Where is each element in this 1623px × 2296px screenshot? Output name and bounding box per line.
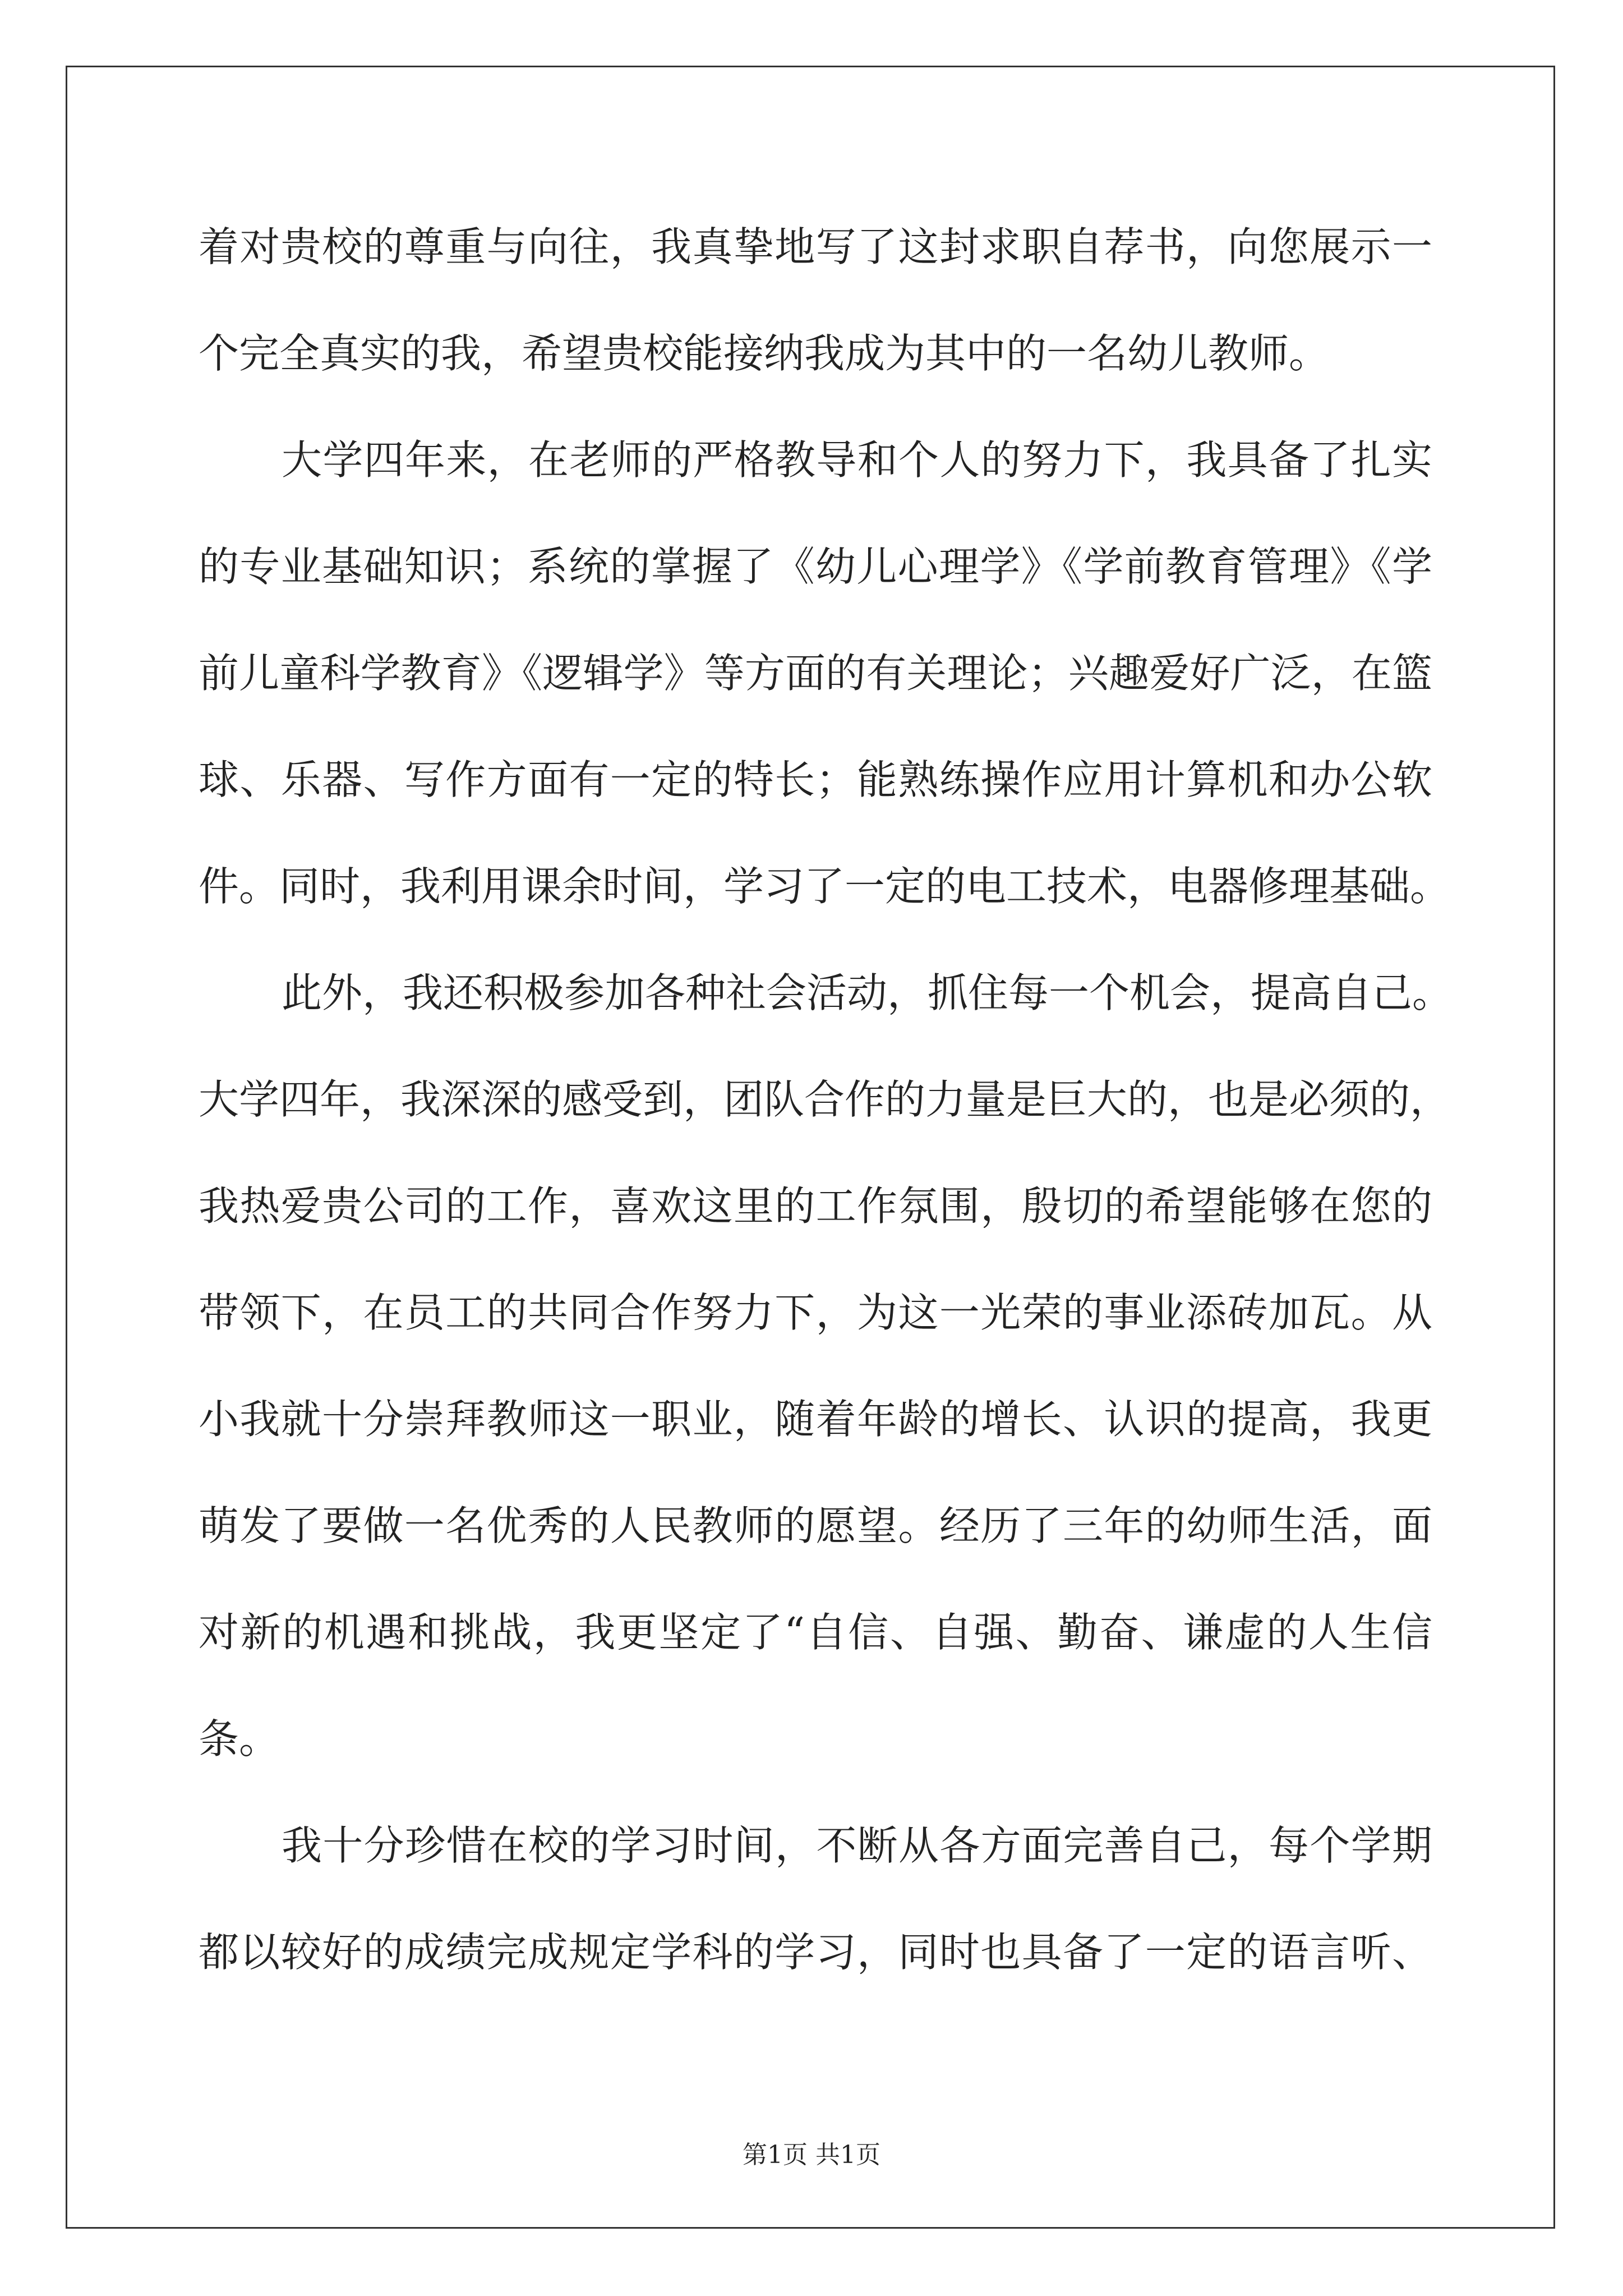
text-line: 条。 bbox=[199, 1715, 280, 1763]
text-line: 我十分珍惜在校的学习时间，不断从各方面完善自己，每个学期 bbox=[282, 1822, 1432, 1869]
text-line: 大学四年，我深深的感受到，团队合作的力量是巨大的，也是必须的， bbox=[199, 1076, 1451, 1123]
text-line: 此外，我还积极参加各种社会活动，抓住每一个机会，提高自己。 bbox=[282, 969, 1453, 1016]
text-line: 件。同时，我利用课余时间，学习了一定的电工技术，电器修理基础。 bbox=[199, 863, 1451, 910]
text-line: 大学四年来，在老师的严格教导和个人的努力下，我具备了扎实 bbox=[282, 436, 1432, 484]
text-line: 对新的机遇和挑战，我更坚定了“自信、自强、勤奋、谦虚的人生信 bbox=[199, 1609, 1432, 1656]
text-line: 带领下，在员工的共同合作努力下，为这一光荣的事业添砖加瓦。从 bbox=[199, 1289, 1432, 1336]
text-line: 前儿童科学教育》《逻辑学》等方面的有关理论；兴趣爱好广泛，在篮 bbox=[199, 650, 1432, 697]
text-line: 球、乐器、写作方面有一定的特长；能熟练操作应用计算机和办公软 bbox=[199, 756, 1432, 803]
document-body bbox=[199, 205, 1453, 2017]
text-line: 的专业基础知识；系统的掌握了《幼儿心理学》《学前教育管理》《学 bbox=[199, 543, 1432, 590]
text-line: 个完全真实的我，希望贵校能接纳我成为其中的一名幼儿教师。 bbox=[199, 330, 1330, 377]
text-line: 着对贵校的尊重与向往，我真挚地写了这封求职自荐书，向您展示一 bbox=[199, 223, 1432, 270]
text-line: 都以较好的成绩完成规定学科的学习，同时也具备了一定的语言听、 bbox=[199, 1929, 1432, 1976]
page-footer: 第1页 共1页 bbox=[743, 2141, 880, 2169]
text-line: 小我就十分崇拜教师这一职业，随着年龄的增长、认识的提高，我更 bbox=[199, 1396, 1432, 1443]
text-line: 萌发了要做一名优秀的人民教师的愿望。经历了三年的幼师生活，面 bbox=[199, 1502, 1432, 1549]
text-line: 我热爱贵公司的工作，喜欢这里的工作氛围，殷切的希望能够在您的 bbox=[199, 1182, 1432, 1230]
